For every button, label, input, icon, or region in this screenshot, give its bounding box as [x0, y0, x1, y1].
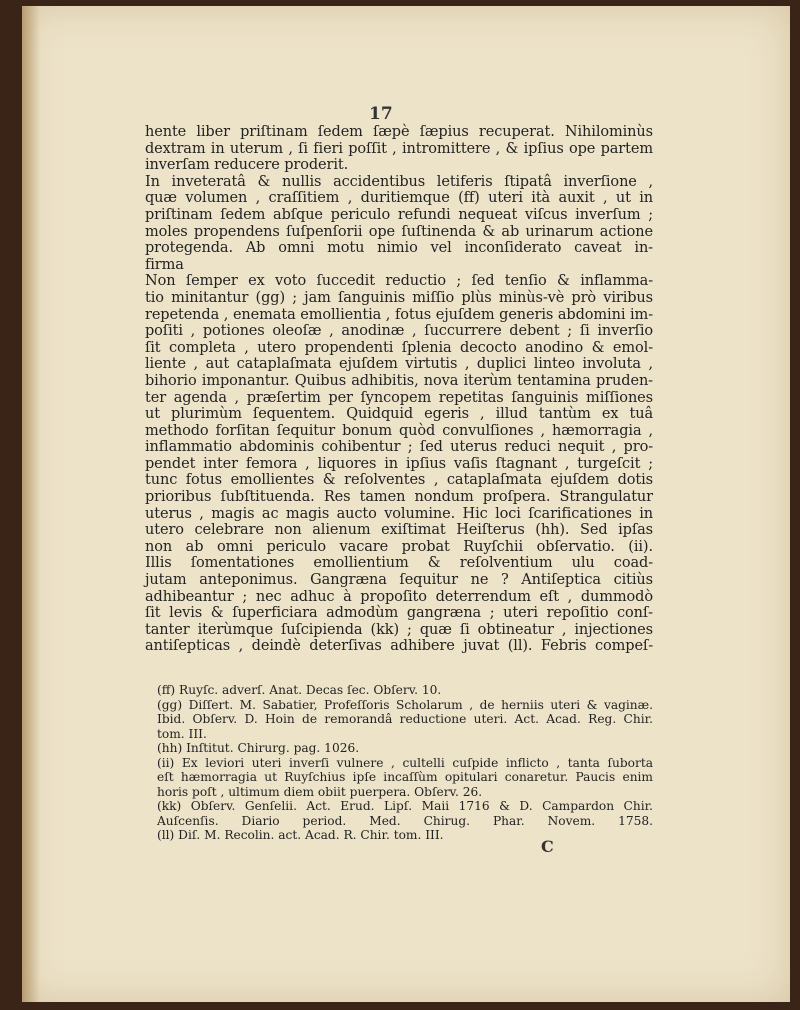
text-line: bihorio imponantur. Quibus adhibitis, nova iterùm tentamina pruden-: [145, 372, 653, 389]
text-line: Non ſemper ex voto ſuccedit reductio ; ſed tenſio & inflamma-: [145, 273, 653, 290]
footnote: (ll) Diſ. M. Recolin. act. Acad. R. Chir. tom. III.: [157, 828, 444, 842]
main-text: [145, 124, 653, 655]
text-line: adhibeantur ; nec adhuc à propoſito deterrendum eſt , dummodò: [145, 588, 653, 605]
text-line: ut plurimùm ſequentem. Quidquid egeris , illud tantùm ex tuâ: [145, 406, 653, 423]
text-line: non ab omni periculo vacare probat Ruyſchii obſervatio. (ii).: [145, 538, 653, 555]
text-line: ſit levis & ſuperficiara admodùm gangræna ; uteri repoſitio conſ-: [145, 605, 653, 622]
footnote: horis poſt , ultimum diem obiit puerpera. Obſerv. 26.: [157, 784, 483, 799]
footnote: (hh) Inſtitut. Chirurg. pag. 1026.: [157, 741, 360, 755]
text-line: pendet inter femora , liquores in ipſius vaſis ſtagnant , turgeſcit ;: [145, 455, 653, 472]
page-number: 17: [369, 104, 393, 124]
text-line: poſiti , potiones oleoſæ , anodinæ , ſuccurrere debent ; ſi inverſio: [145, 323, 653, 340]
text-line: tio minitantur (gg) ; jam ſanguinis miſſio plùs minùs-vè prò viribus: [145, 289, 653, 306]
footnote: Ibid. Obſerv. D. Hoin de remorandâ reductione uteri. Act. Acad. Reg. Chir.: [157, 712, 653, 726]
text-line: priſtinam ſedem abſque periculo refundi nequeat viſcus inverſum ;: [145, 206, 653, 223]
text-line: utero celebrare non alienum exiſtimat Heiſterus (hh). Sed ipſas: [145, 522, 653, 539]
text-line: prioribus ſubſtituenda. Res tamen nondum proſpera. Strangulatur: [145, 489, 653, 506]
text-line: protegenda. Ab omni motu nimio vel inconſiderato caveat in-: [145, 240, 653, 257]
footnote: (ii) Ex leviori uteri inverſi vulnere , cultelli cuſpide inflicto , tanta ſuborta: [157, 755, 653, 770]
text-line: tanter iterùmque ſuſcipienda (kk) ; quæ ſi obtineatur , injectiones: [145, 621, 653, 638]
text-line: repetenda , enemata emollientia , fotus ejuſdem generis abdomini im-: [145, 306, 653, 323]
text-line: quæ volumen , craſſitiem , duritiemque (ff) uteri ità auxit , ut in: [145, 190, 653, 207]
text-line: inflammatio abdominis cohibentur ; ſed uterus reduci nequit , pro-: [145, 439, 653, 456]
text-line: liente , aut cataplaſmata ejuſdem virtutis , duplici linteo involuta ,: [145, 356, 653, 373]
text-line: Illis ſomentationes emollientium & reſolventium ulu coad-: [145, 555, 653, 572]
footnote: (gg) Diſſert. M. Sabatier, Profeſſoris Scholarum , de herniis uteri & vaginæ.: [157, 697, 653, 712]
text-line: dextram in uterum , ſi fieri poſſit , intromittere , & ipſius ope partem: [145, 140, 653, 157]
text-line: tunc fotus emollientes & reſolventes , cataplaſmata ejuſdem dotis: [145, 472, 653, 489]
signature-mark: C: [541, 837, 554, 856]
text-line: methodo forſitan ſequitur bonum quòd convulſiones , hæmorragia ,: [145, 422, 653, 439]
text-line: hente liber priſtinam ſedem ſæpè ſæpius recuperat. Nihilominùs: [145, 124, 653, 140]
text-line: antiſepticas , deindè deterſivas adhibere juvat (ll). Febris compeſ-: [145, 638, 653, 655]
footnote: (ff) Ruyſc. adverſ. Anat. Decas ſec. Obſerv. 10.: [157, 683, 442, 697]
text-line: moles propendens ſuſpenſorii ope ſuſtinenda & ab urinarum actione: [145, 223, 653, 240]
text-line: jutam anteponimus. Gangræna ſequitur ne ? Antiſeptica citiùs: [145, 572, 653, 589]
book-page: [22, 6, 790, 1002]
text-line: ſit completa , utero propendenti ſplenia decocto anodino & emol-: [145, 339, 653, 356]
footnote: tom. III.: [157, 726, 207, 741]
text-line: inverſam reducere proderit.: [145, 157, 349, 174]
footnotes: [157, 683, 653, 843]
text-line: In inveteratâ & nullis accidentibus letiferis ſtipatâ inverſione ,: [145, 173, 653, 190]
footnote: (kk) Obſerv. Genſelii. Act. Erud. Lipſ. Maii 1716 & D. Campardon Chir.: [157, 799, 653, 813]
text-line: uterus , magis ac magis aucto volumine. Hic loci ſcarificationes in: [145, 505, 653, 522]
footnote: eſt hæmorragia ut Ruyſchius ipſe incaſſùm opitulari conaretur. Paucis enim: [157, 770, 653, 784]
footnote: Auſcenſis. Diario period. Med. Chirug. Phar. Novem. 1758.: [157, 813, 653, 828]
text-line: ter agenda , præſertim per ſyncopem repetitas ſanguinis miſſiones: [145, 389, 653, 406]
text-line: firma: [145, 256, 184, 273]
